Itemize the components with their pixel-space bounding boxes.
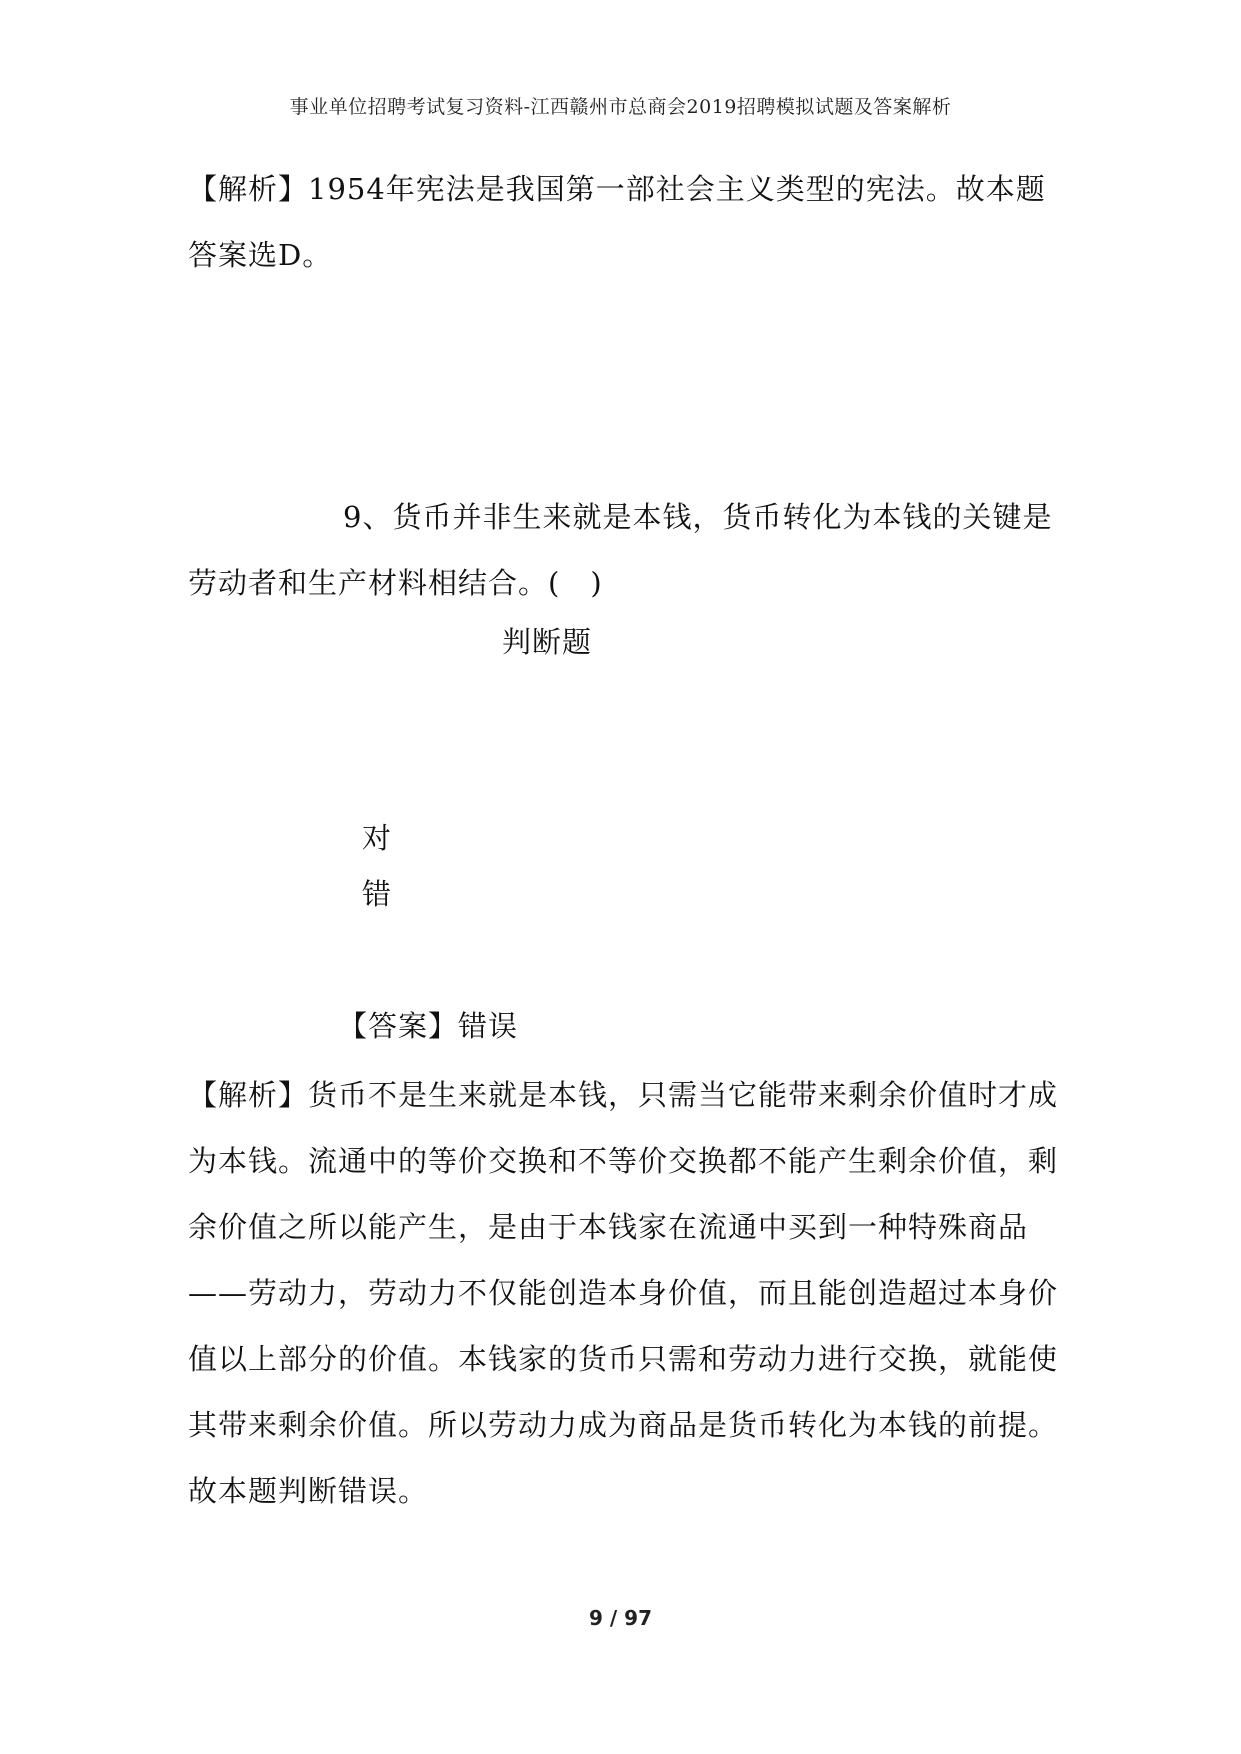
question-text: 9、货币并非生来就是本钱，货币转化为本钱的关键是劳动者和生产材料相结合。( ) xyxy=(188,500,1053,600)
previous-analysis-paragraph: 【解析】1954年宪法是我国第一部社会主义类型的宪法。故本题答案选D。 xyxy=(188,172,1046,272)
page-number: 9 / 97 xyxy=(589,1606,652,1630)
option-false: 错 xyxy=(362,877,393,911)
option-true: 对 xyxy=(362,821,393,855)
analysis-paragraph: 【解析】货币不是生来就是本钱，只需当它能带来剩余价值时才成为本钱。流通中的等价交换和不等价交换都不能产生剩余价值，剩余价值之所以能产生，是由于本钱家在流通中买到一种特殊商品——劳动力，劳动力不仅能创造本身价值，而且能创造超过本身价值以上部分的价值。本钱家的货币只需和劳动力进行交换，就能使其带来剩余价值。所以劳动力成为商品是货币转化为本钱的前提。故本题判断错误。 xyxy=(188,1078,1059,1508)
question-type-label: 判断题 xyxy=(502,625,593,659)
page-header-title: 事业单位招聘考试复习资料-江西赣州市总商会2019招聘模拟试题及答案解析 xyxy=(289,96,952,118)
answer-text: 【答案】错误 xyxy=(338,1009,519,1043)
